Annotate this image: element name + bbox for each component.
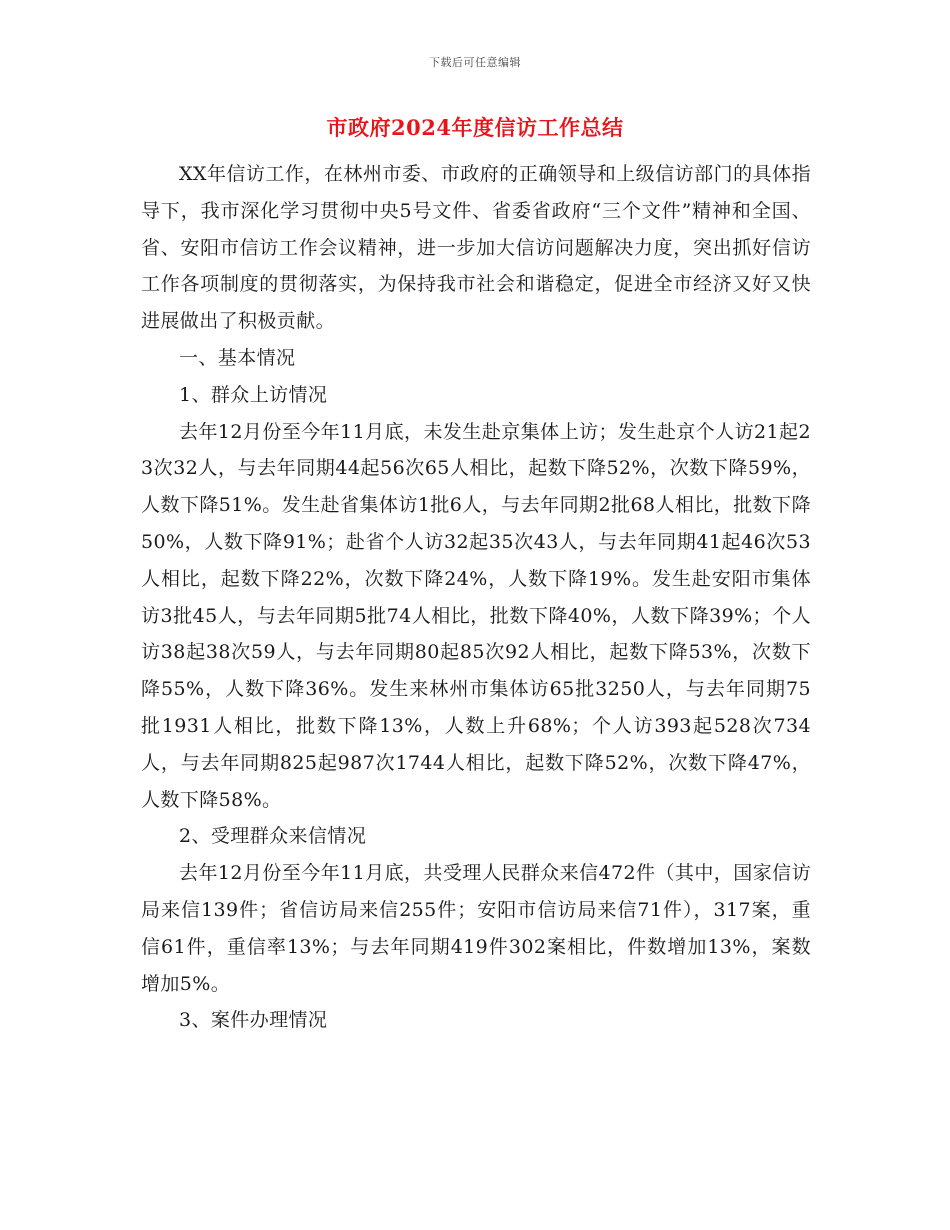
section-heading-basic-situation: 一、基本情况	[179, 346, 296, 369]
document-title: 市政府2024年度信访工作总结	[326, 115, 624, 140]
document-body	[141, 156, 811, 1039]
subheading-case-handling: 3、案件办理情况	[179, 1009, 328, 1032]
header-note: 下载后可任意编辑	[429, 56, 521, 69]
subheading-petition-visits: 1、群众上访情况	[179, 383, 328, 406]
paragraph-letters: 去年12月份至今年11月底，共受理人民群众来信472件（其中，国家信访局来信139件；省信访局来信255件；安阳市信访局来信71件），317案，重信61件，重信率13%；与去年同期419件302案相比，件数增加13%，案数增加5%。	[141, 862, 811, 995]
paragraph-petition-visits: 去年12月份至今年11月底，未发生赴京集体上访；发生赴京个人访21起23次32人，与去年同期44起56次65人相比，起数下降52%，次数下降59%，人数下降51%。发生赴省集体访1批6人，与去年同期2批68人相比，批数下降50%，人数下降91%；赴省个人访32起35次43人，与去年同期41起46次53人相比，起数下降22%，次数下降24%，人数下降19%。发生赴安阳市集体访3批45人，与去年同期5批74人相比，批数下降40%，人数下降39%；个人访38起38次59人，与去年同期80起85次92人相比，起数下降53%，次数下降55%，人数下降36%。发生来林州市集体访65批3250人，与去年同期75批1931人相比，批数下降13%，人数上升68%；个人访393起528次734人，与去年同期825起987次1744人相比，起数下降52%，次数下降47%，人数下降58%。	[141, 420, 811, 811]
paragraph-intro: XX年信访工作，在林州市委、市政府的正确领导和上级信访部门的具体指导下，我市深化学习贯彻中央5号文件、省委省政府“三个文件”精神和全国、省、安阳市信访工作会议精神，进一步加大信访问题解决力度，突出抓好信访工作各项制度的贯彻落实，为保持我市社会和谐稳定，促进全市经济又好又快进展做出了积极贡献。	[141, 163, 811, 333]
subheading-letters: 2、受理群众来信情况	[179, 825, 367, 848]
